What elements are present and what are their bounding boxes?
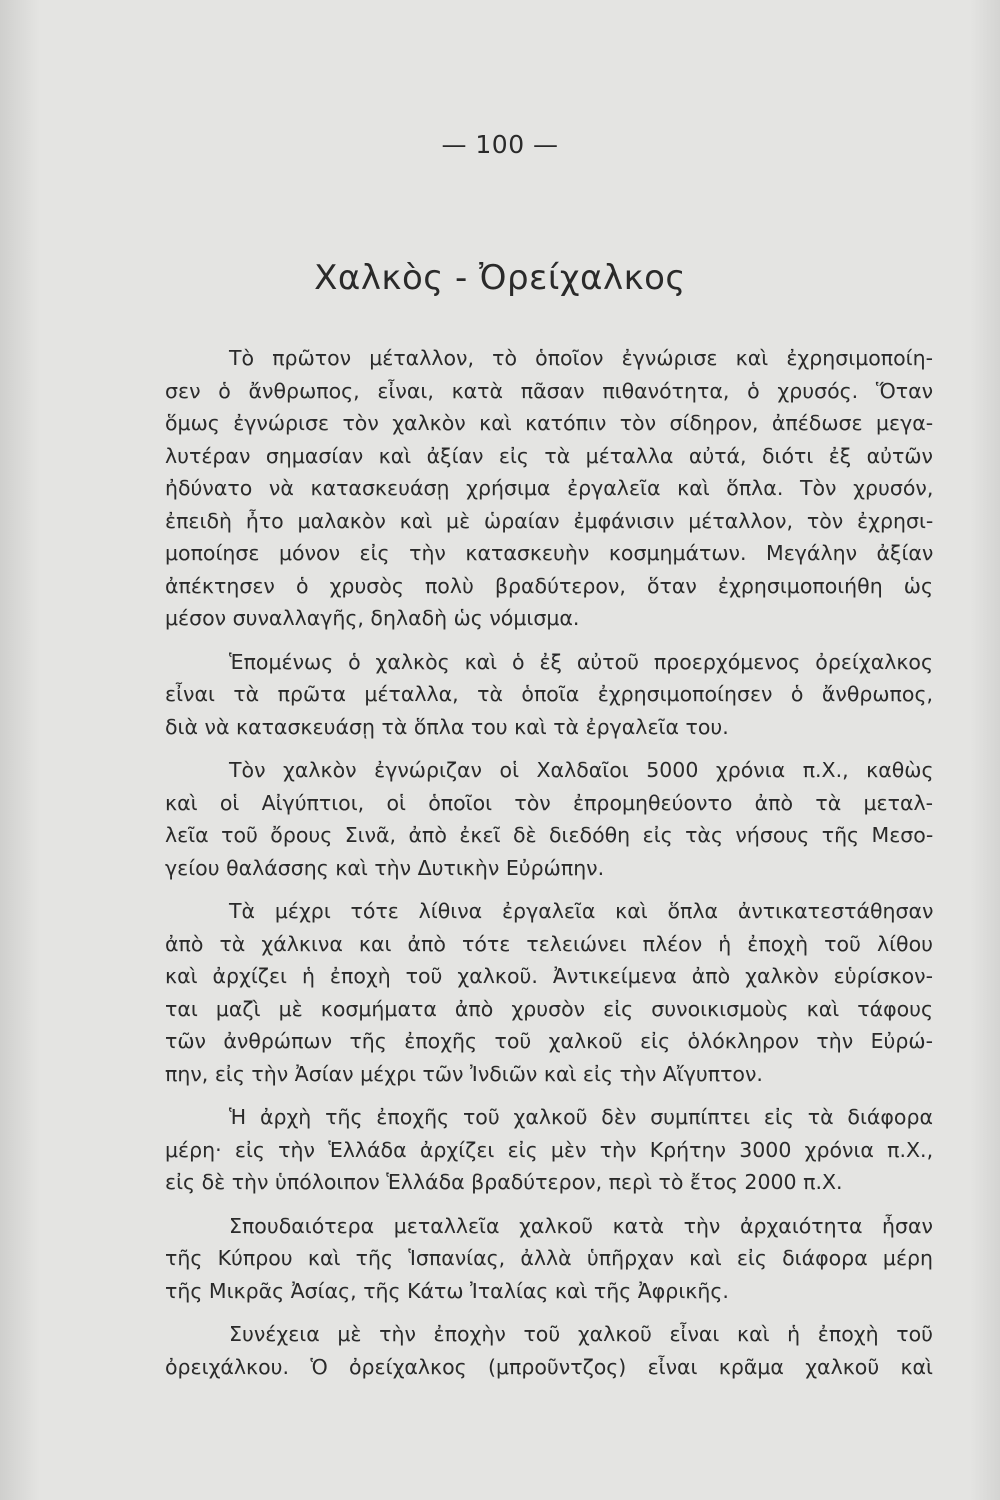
text-line: ὀρειχάλκου. Ὁ ὀρείχαλκος (μπροῦντζος) εἶναι κρᾶμα χαλκοῦ καὶ [165, 1354, 933, 1379]
text-line: τῶν ἀνθρώπων τῆς ἐποχῆς τοῦ χαλκοῦ εἰς ὁλόκληρον τὴν Εὐρώ- [165, 1029, 933, 1053]
paragraph [165, 895, 933, 1090]
paragraph [165, 646, 933, 744]
text-line: Σπουδαιότερα μεταλλεῖα χαλκοῦ κατὰ τὴν ἀρχαιότητα ἦσαν [229, 1213, 933, 1238]
text-line: τῆς Κύπρου καὶ τῆς Ἱσπανίας, ἀλλὰ ὑπῆρχαν καὶ εἰς διάφορα μέρη [165, 1246, 934, 1270]
text-line: μέσον συναλλαγῆς, δηλαδὴ ὡς νόμισμα. [165, 606, 580, 630]
text-line: λεῖα τοῦ ὄρους Σινᾶ, ἀπὸ ἐκεῖ δὲ διεδόθη εἰς τὰς νήσους τῆς Μεσο- [165, 823, 934, 847]
text-line: ἐπειδὴ ἦτο μαλακὸν καὶ μὲ ὡραίαν ἐμφάνισιν μέταλλον, τὸν ἐχρησι- [165, 508, 934, 533]
text-line: Τὸν χαλκὸν ἐγνώριζαν οἱ Χαλδαῖοι 5000 χρόνια π.Χ., καθὼς [229, 758, 934, 782]
paragraph [165, 1210, 933, 1308]
text-line: διὰ νὰ κατασκευάσῃ τὰ ὅπλα του καὶ τὰ ἐργαλεῖα του. [165, 714, 729, 739]
text-line: πην, εἰς τὴν Ἀσίαν μέχρι τῶν Ἰνδιῶν καὶ εἰς τὴν Αἴγυπτον. [165, 1061, 763, 1086]
text-line: ἀπέκτησεν ὁ χρυσὸς πολὺ βραδύτερον, ὅταν ἐχρησιμοποιήθη ὡς [165, 573, 933, 598]
text-line: λυτέραν σημασίαν καὶ ἀξίαν εἰς τὰ μέταλλα αὐτά, διότι ἐξ αὐτῶν [165, 443, 933, 468]
text-line: εἰς δὲ τὴν ὑπόλοιπον Ἑλλάδα βραδύτερον, περὶ τὸ ἔτος 2000 π.Χ. [165, 1170, 843, 1194]
text-line: ἠδύνατο νὰ κατασκευάσῃ χρήσιμα ἐργαλεῖα καὶ ὅπλα. Τὸν χρυσόν, [165, 476, 934, 500]
text-line: ἀπὸ τὰ χάλκινα και ἀπὸ τότε τελειώνει πλέον ἡ ἐποχὴ τοῦ λίθου [165, 931, 933, 956]
paragraph [165, 342, 933, 635]
text-line: σεν ὁ ἄνθρωπος, εἶναι, κατὰ πᾶσαν πιθανότητα, ὁ χρυσός. Ὅταν [165, 378, 934, 403]
chapter-title: Χαλκὸς - Ὀρείχαλκος [314, 258, 686, 298]
paragraph [165, 754, 933, 884]
text-line: εἶναι τὰ πρῶτα μέταλλα, τὰ ὁποῖα ἐχρησιμοποίησεν ὁ ἄνθρωπος, [165, 682, 933, 706]
body-text [165, 342, 933, 1394]
text-line: Συνέχεια μὲ τὴν ἐποχὴν τοῦ χαλκοῦ εἶναι καὶ ἡ ἐποχὴ τοῦ [229, 1322, 933, 1346]
text-line: καὶ οἱ Αἰγύπτιοι, οἱ ὁποῖοι τὸν ἐπρομηθεύοντο ἀπὸ τὰ μεταλ- [165, 790, 934, 815]
text-line: Τὰ μέχρι τότε λίθινα ἐργαλεῖα καὶ ὅπλα ἀντικατεστάθησαν [229, 899, 934, 923]
text-line: ται μαζὶ μὲ κοσμήματα ἀπὸ χρυσὸν εἰς συνοικισμοὺς καὶ τάφους [165, 996, 934, 1021]
text-line: Ἑπομένως ὁ χαλκὸς καὶ ὁ ἐξ αὐτοῦ προερχόμενος ὀρείχαλκος [229, 649, 933, 674]
text-line: γείου θαλάσσης καὶ τὴν Δυτικὴν Εὐρώπην. [165, 855, 605, 880]
text-line: Τὸ πρῶτον μέταλλον, τὸ ὁποῖον ἐγνώρισε καὶ ἐχρησιμοποίη- [229, 346, 933, 370]
paragraph [165, 1318, 933, 1383]
text-line: μοποίησε μόνον εἰς τὴν κατασκευὴν κοσμημάτων. Μεγάλην ἀξίαν [165, 541, 934, 565]
text-line: Ἡ ἀρχὴ τῆς ἐποχῆς τοῦ χαλκοῦ δὲν συμπίπτει εἰς τὰ διάφορα [229, 1105, 934, 1129]
text-line: ὅμως ἐγνώρισε τὸν χαλκὸν καὶ κατόπιν τὸν σίδηρον, ἀπέδωσε μεγα- [165, 411, 934, 435]
text-line: καὶ ἀρχίζει ἡ ἐποχὴ τοῦ χαλκοῦ. Ἀντικείμενα ἀπὸ χαλκὸν εὑρίσκον- [165, 964, 933, 988]
page-number: — 100 — [441, 130, 559, 159]
text-line: τῆς Μικρᾶς Ἀσίας, τῆς Κάτω Ἰταλίας καὶ τῆς Ἀφρικῆς. [165, 1278, 729, 1303]
text-line: μέρη· εἰς τὴν Ἑλλάδα ἀρχίζει εἰς μὲν τὴν Κρήτην 3000 χρόνια π.Χ., [165, 1137, 934, 1162]
paragraph [165, 1101, 933, 1199]
